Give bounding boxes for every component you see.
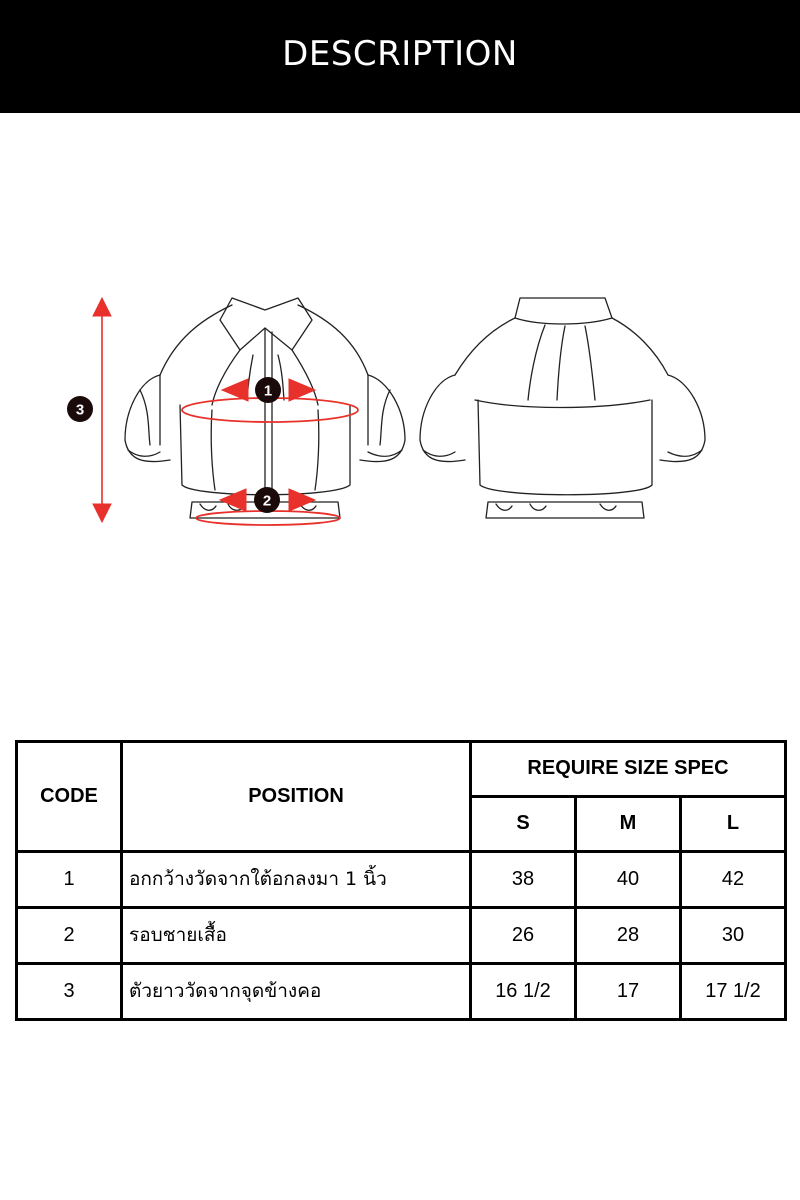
marker-badge-2 [254, 487, 280, 513]
row-value-m: 40 [576, 851, 681, 907]
front-view-garment [125, 298, 405, 518]
row-position: อกกว้างวัดจากใต้อกลงมา 1 นิ้ว [122, 851, 471, 907]
marker-badge-1 [255, 377, 281, 403]
row-code: 2 [17, 907, 122, 963]
header-size-s: S [471, 796, 576, 851]
header-bar [0, 0, 800, 113]
svg-text:3: 3 [75, 401, 85, 419]
page-title: DESCRIPTION [282, 33, 518, 74]
table-header-row [17, 742, 786, 797]
row-value-l: 42 [681, 851, 786, 907]
table-row [17, 851, 786, 907]
header-code: CODE [17, 742, 122, 852]
row-position: ตัวยาววัดจากจุดข้างคอ [122, 963, 471, 1019]
row-value-s: 26 [471, 907, 576, 963]
garment-illustration [0, 280, 800, 540]
row-position: รอบชายเสื้อ [122, 907, 471, 963]
svg-text:2: 2 [262, 492, 272, 510]
svg-text:1: 1 [263, 382, 273, 400]
row-value-m: 17 [576, 963, 681, 1019]
row-value-m: 28 [576, 907, 681, 963]
row-value-l: 17 1/2 [681, 963, 786, 1019]
header-position: POSITION [122, 742, 471, 852]
row-code: 1 [17, 851, 122, 907]
table-row [17, 907, 786, 963]
row-value-s: 16 1/2 [471, 963, 576, 1019]
row-value-l: 30 [681, 907, 786, 963]
marker-badge-3 [67, 396, 93, 422]
back-view-garment [420, 298, 705, 518]
header-size-spec: REQUIRE SIZE SPEC [471, 742, 786, 797]
header-size-m: M [576, 796, 681, 851]
table-row [17, 963, 786, 1019]
header-size-l: L [681, 796, 786, 851]
row-value-s: 38 [471, 851, 576, 907]
row-code: 3 [17, 963, 122, 1019]
size-spec-table [15, 740, 787, 1021]
